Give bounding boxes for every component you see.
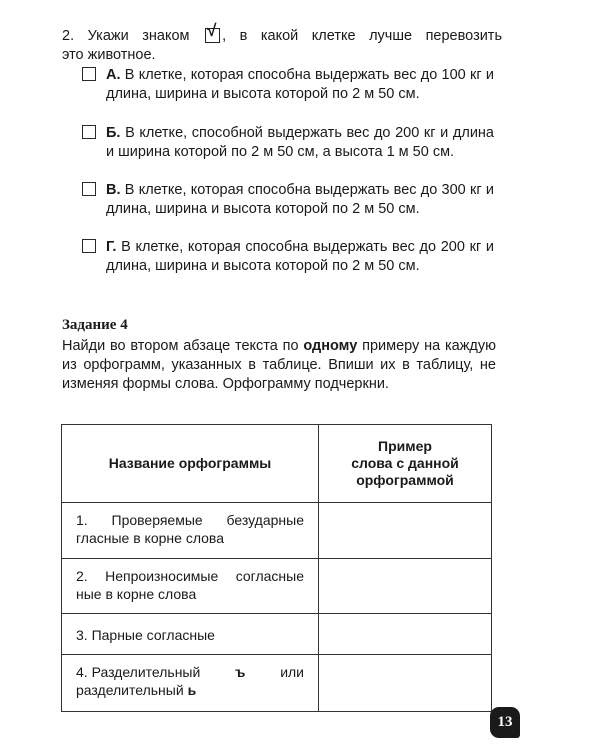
option-a-text: В клетке, которая способна выдержать вес до 100 кг и длина, ширина и высота которой по 2 м 50 см. bbox=[106, 67, 494, 103]
orthogram-table bbox=[61, 424, 492, 712]
task-4-text-part1: Найди во втором абзаце текста по bbox=[62, 338, 304, 354]
checkbox-d[interactable] bbox=[82, 239, 96, 253]
question-2-text: 2. Укажи знаком bbox=[62, 28, 190, 44]
option-a-label: А. bbox=[106, 67, 121, 83]
question-2-line1 bbox=[62, 21, 503, 46]
orthogram-name-cell bbox=[62, 655, 319, 712]
task-4-instructions bbox=[62, 337, 496, 395]
option-c[interactable] bbox=[82, 181, 494, 219]
option-d-text: В клетке, которая способна выдержать вес до 200 кг и длина, ширина и высота которой по 2 м 50 см. bbox=[106, 239, 494, 275]
row1-line2: гласные в корне слова bbox=[76, 530, 224, 546]
row3-line1: 3. Парные согласные bbox=[76, 627, 215, 643]
option-c-text: В клетке, которая способна выдержать вес до 300 кг и длина, ширина и высота которой по 2 м 50 см. bbox=[106, 182, 494, 218]
row4-text-b: разделительный bbox=[76, 682, 188, 698]
tick-box-icon bbox=[205, 21, 220, 43]
header-example-line1: Пример bbox=[378, 438, 432, 454]
table-row bbox=[62, 655, 492, 712]
question-2-text-after: , в какой клетке лучше перевозить bbox=[222, 28, 503, 44]
header-orthogram-name: Название орфограммы bbox=[62, 425, 319, 503]
option-b[interactable] bbox=[82, 124, 494, 162]
row4-text-a: 4. Разделительный bbox=[76, 664, 201, 680]
orthogram-name-cell bbox=[62, 559, 319, 614]
answer-cell-3[interactable] bbox=[319, 614, 492, 655]
page-number: 13 bbox=[490, 707, 520, 738]
orthogram-name-cell bbox=[62, 503, 319, 559]
row2-line2: ные в корне слова bbox=[76, 586, 197, 602]
task-4-text-part2: примеру на каждую из орфограмм, указанных в таблице. Впиши их в таблицу, не изменяя формы слова. Орфограмму подчеркни. bbox=[62, 338, 496, 393]
checkbox-c[interactable] bbox=[82, 182, 96, 196]
option-d-label: Г. bbox=[106, 239, 117, 255]
checkbox-a[interactable] bbox=[82, 67, 96, 81]
row4-line2 bbox=[76, 681, 304, 699]
table-row bbox=[62, 614, 492, 655]
option-a[interactable] bbox=[82, 66, 494, 104]
option-b-text: В клетке, способной выдержать вес до 200 кг и длина и ширина которой по 2 м 50 см, а высота 1 м 50 см. bbox=[106, 125, 494, 161]
question-2 bbox=[62, 21, 503, 65]
hard-sign: ъ bbox=[235, 664, 246, 680]
answer-cell-2[interactable] bbox=[319, 559, 492, 614]
row1-line1: 1. Проверяемые безударные bbox=[76, 512, 304, 528]
row4-line1 bbox=[76, 663, 304, 681]
task-4-title: Задание 4 bbox=[62, 317, 128, 333]
option-d[interactable] bbox=[82, 238, 494, 276]
question-2-line2: это животное. bbox=[62, 47, 156, 63]
row2-line1: 2. Непроизносимые согласные bbox=[76, 568, 304, 584]
orthogram-name-cell bbox=[62, 614, 319, 655]
answer-cell-4[interactable] bbox=[319, 655, 492, 712]
soft-sign: ь bbox=[187, 682, 197, 698]
table-row bbox=[62, 559, 492, 614]
option-b-label: Б. bbox=[106, 125, 121, 141]
checkmark-icon: √ bbox=[207, 21, 217, 40]
answer-cell-1[interactable] bbox=[319, 503, 492, 559]
checkbox-b[interactable] bbox=[82, 125, 96, 139]
option-c-label: В. bbox=[106, 182, 121, 198]
table-row bbox=[62, 503, 492, 559]
header-example-word bbox=[319, 425, 492, 503]
row4-text-or: или bbox=[280, 664, 304, 680]
header-example-line2: слова с данной bbox=[351, 455, 459, 471]
task-4-text-bold: одному bbox=[303, 338, 358, 354]
header-example-line3: орфограммой bbox=[356, 472, 454, 488]
